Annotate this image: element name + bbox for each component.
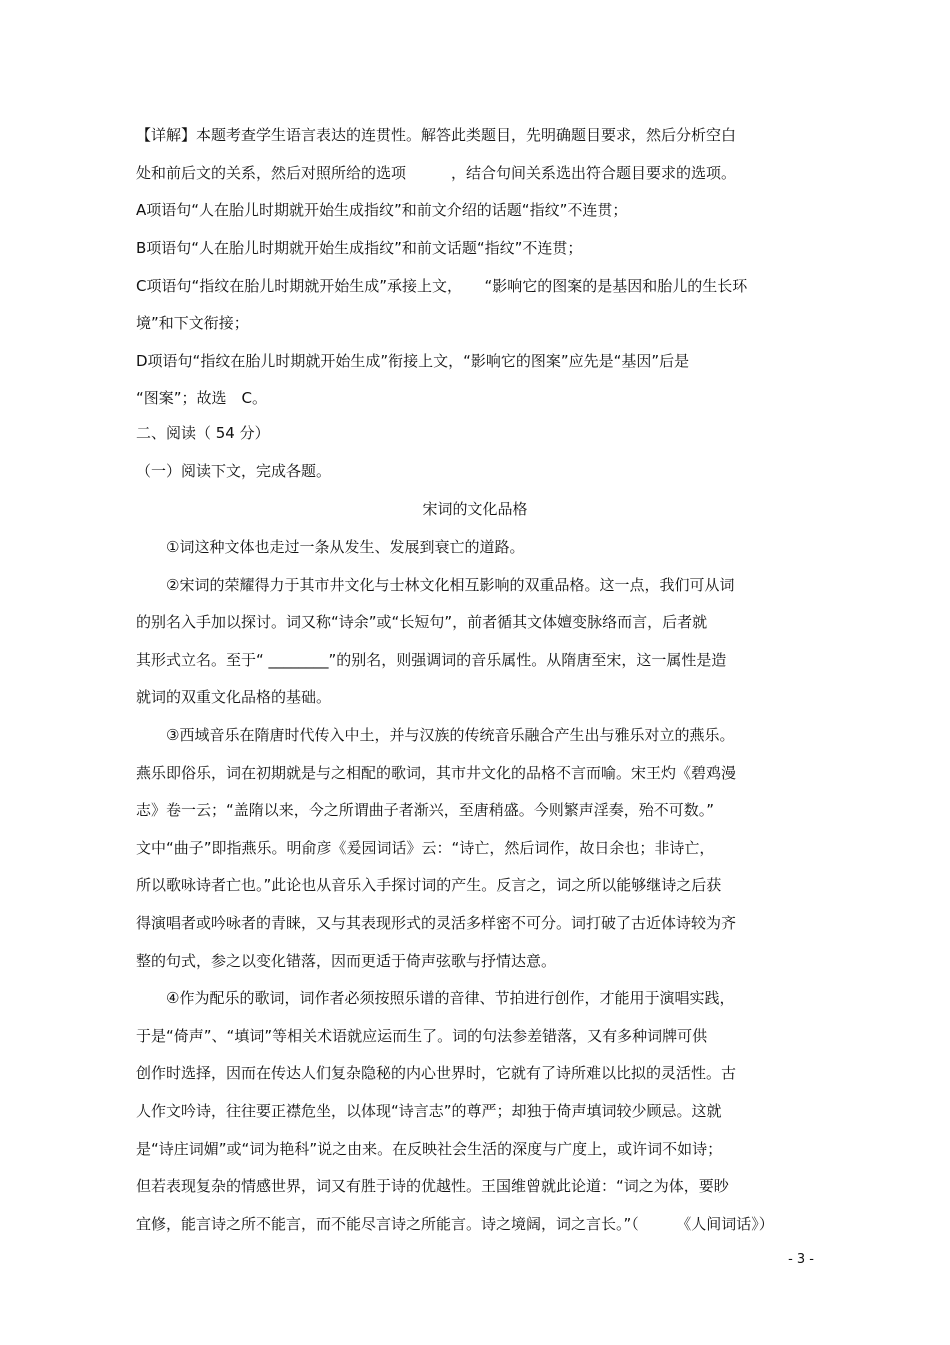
article-line: 燕乐即俗乐，词在初期就是与之相配的歌词，其市井文化的品格不言而喻。宋王灼《碧鸡漫	[136, 764, 737, 782]
article-line: ②宋词的荣耀得力于其市井文化与士林文化相互影响的双重品格。这一点，我们可从词	[136, 576, 735, 594]
article-line: 就词的双重文化品格的基础。	[136, 688, 332, 706]
article-line: 但若表现复杂的情感世界，词又有胜于诗的优越性。王国维曾就此论道：“词之为体，要眇	[136, 1177, 729, 1195]
page-number: - 3 -	[788, 1252, 814, 1267]
explanation-line: 处和前后文的关系，然后对照所给的选项 ，结合句间关系选出符合题目要求的选项。	[136, 164, 737, 182]
section-heading: 二、阅读（ 54 分）	[136, 424, 270, 442]
explanation-line: A项语句“人在胎儿时期就开始生成指纹”和前文介绍的话题“指纹”不连贯；	[136, 201, 628, 219]
article-line: 人作文吟诗，往往要正襟危坐，以体现“诗言志”的尊严；却独于倚声填词较少顾忌。这就	[136, 1102, 722, 1120]
article-line: 所以歌咏诗者亡也。”此论也从音乐入手探讨词的产生。反言之，词之所以能够继诗之后获	[136, 876, 722, 894]
article-line: 于是“倚声”、“填词”等相关术语就应运而生了。词的句法参差错落，又有多种词牌可供	[136, 1027, 708, 1045]
article-line: 其形式立名。至于“ ________”的别名，则强调词的音乐属性。从隋唐至宋，这一属性是造	[136, 651, 727, 669]
article-line: ④作为配乐的歌词，词作者必须按照乐谱的音律、节拍进行创作，才能用于演唱实践，	[136, 989, 735, 1007]
article-line: 整的句式，参之以变化错落，因而更适于倚声弦歌与抒情达意。	[136, 952, 557, 970]
article-line: 创作时选择，因而在传达人们复杂隐秘的内心世界时，它就有了诗所难以比拟的灵活性。古	[136, 1064, 737, 1082]
section-subheading: （一）阅读下文，完成各题。	[136, 462, 332, 480]
explanation-line: “图案”；故选 C。	[136, 389, 268, 407]
article-line: ③西域音乐在隋唐时代传入中土，并与汉族的传统音乐融合产生出与雅乐对立的燕乐。	[136, 726, 735, 744]
explanation-line: C项语句“指纹在胎儿时期就开始生成”承接上文， “影响它的图案的是基因和胎儿的生长环	[136, 277, 748, 295]
explanation-line: 境”和下文衔接；	[136, 314, 249, 332]
article-line: 的别名入手加以探讨。词又称“诗余”或“长短句”，前者循其文体嬗变脉络而言，后者就	[136, 613, 708, 631]
article-line: 得演唱者或吟咏者的青睐，又与其表现形式的灵活多样密不可分。词打破了古近体诗较为齐	[136, 914, 737, 932]
explanation-line: B项语句“人在胎儿时期就开始生成指纹”和前文话题“指纹”不连贯；	[136, 239, 583, 257]
explanation-line: D项语句“指纹在胎儿时期就开始生成”衔接上文，“影响它的图案”应先是“基因”后是	[136, 352, 690, 370]
article-line: ①词这种文体也走过一条从发生、发展到衰亡的道路。	[136, 538, 525, 556]
article-title: 宋词的文化品格	[422, 500, 528, 518]
article-line: 文中“曲子”即指燕乐。明俞彦《爰园词话》云：“诗亡，然后词作，故日余也；非诗亡，	[136, 839, 715, 857]
explanation-line: 【详解】本题考查学生语言表达的连贯性。解答此类题目，先明确题目要求，然后分析空白	[136, 126, 737, 144]
article-line: 是“诗庄词媚”或“词为艳科”说之由来。在反映社会生活的深度与广度上，或许词不如诗；	[136, 1140, 723, 1158]
article-line: 志》卷一云；“盖隋以来，今之所谓曲子者渐兴，至唐稍盛。今则繁声淫奏，殆不可数。”	[136, 801, 715, 819]
article-line: 宜修，能言诗之所不能言，而不能尽言诗之所能言。诗之境阔，词之言长。”（ 《人间词话》）	[136, 1215, 774, 1233]
